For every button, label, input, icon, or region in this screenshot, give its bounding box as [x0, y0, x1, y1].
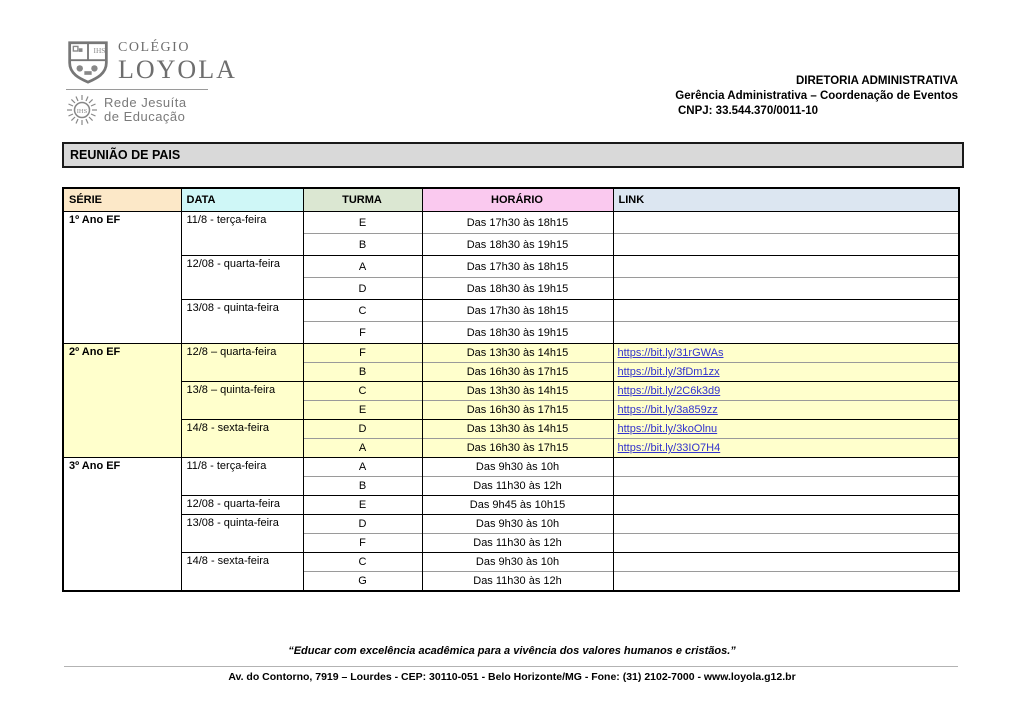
table-row [63, 382, 959, 401]
horario-cell: Das 18h30 às 19h15 [422, 234, 613, 256]
footer-address: Av. do Contorno, 7919 – Lourdes - CEP: 30110-051 - Belo Horizonte/MG - Fone: (31) 2102-7000 - www.loyola.g12.br [228, 671, 796, 683]
col-header-data: DATA [181, 188, 303, 212]
horario-cell: Das 17h30 às 18h15 [422, 212, 613, 234]
svg-text:IHS: IHS [93, 45, 106, 55]
link-cell [613, 420, 959, 439]
school-logo [66, 40, 266, 126]
svg-text:IHS: IHS [76, 108, 88, 115]
table-row [63, 496, 959, 515]
link-cell [613, 212, 959, 234]
turma-cell: A [303, 458, 422, 477]
horario-cell: Das 11h30 às 12h [422, 534, 613, 553]
turma-cell: A [303, 256, 422, 278]
meetings-table [62, 187, 960, 592]
horario-cell: Das 16h30 às 17h15 [422, 401, 613, 420]
logo-loyola-text: LOYOLA [118, 55, 237, 84]
link-cell [613, 572, 959, 591]
horario-cell: Das 18h30 às 19h15 [422, 322, 613, 344]
link-cell [613, 300, 959, 322]
admin-line-cnpj: CNPJ: 33.544.370/0011-10 [677, 105, 818, 117]
link-cell [613, 458, 959, 477]
horario-cell: Das 17h30 às 18h15 [422, 300, 613, 322]
horario-cell: Das 16h30 às 17h15 [422, 363, 613, 382]
horario-cell: Das 9h30 às 10h [422, 458, 613, 477]
turma-cell: E [303, 496, 422, 515]
date-cell: 11/8 - terça-feira [181, 458, 303, 496]
horario-cell: Das 9h30 às 10h [422, 553, 613, 572]
turma-cell: F [303, 322, 422, 344]
meeting-link[interactable]: https://bit.ly/3a859zz [617, 404, 718, 416]
table-row [63, 553, 959, 572]
logo-divider [66, 89, 208, 90]
table-row [63, 420, 959, 439]
logo-network-line1: Rede Jesuíta [104, 94, 187, 110]
meeting-link[interactable]: https://bit.ly/33IO7H4 [617, 442, 721, 454]
turma-cell: C [303, 382, 422, 401]
horario-cell: Das 18h30 às 19h15 [422, 278, 613, 300]
logo-network-line2: de Educação [104, 109, 186, 124]
turma-cell: B [303, 477, 422, 496]
date-cell: 12/8 – quarta-feira [181, 344, 303, 382]
link-cell [613, 344, 959, 363]
turma-cell: D [303, 278, 422, 300]
serie-cell: 3º Ano EF [63, 458, 181, 591]
horario-cell: Das 13h30 às 14h15 [422, 420, 613, 439]
admin-line-diretoria: DIRETORIA ADMINISTRATIVA [795, 75, 958, 87]
turma-cell: A [303, 439, 422, 458]
footer-divider [64, 666, 958, 667]
table-row [63, 212, 959, 234]
turma-cell: E [303, 212, 422, 234]
turma-cell: F [303, 534, 422, 553]
horario-cell: Das 13h30 às 14h15 [422, 382, 613, 401]
horario-cell: Das 16h30 às 17h15 [422, 439, 613, 458]
link-cell [613, 278, 959, 300]
logo-college-text: COLÉGIO [118, 40, 190, 55]
date-cell: 13/08 - quinta-feira [181, 515, 303, 553]
col-header-serie: SÉRIE [63, 188, 181, 212]
serie-cell: 2º Ano EF [63, 344, 181, 458]
turma-cell: E [303, 401, 422, 420]
shield-icon [66, 40, 110, 84]
link-cell [613, 477, 959, 496]
table-header-row [63, 188, 959, 212]
footer-quote: “Educar com excelência acadêmica para a vivência dos valores humanos e cristãos.” [288, 645, 736, 657]
meeting-link[interactable]: https://bit.ly/3fDm1zx [617, 366, 720, 378]
turma-cell: C [303, 553, 422, 572]
horario-cell: Das 9h45 às 10h15 [422, 496, 613, 515]
link-cell [613, 401, 959, 420]
link-cell [613, 496, 959, 515]
link-cell [613, 322, 959, 344]
link-cell [613, 256, 959, 278]
jesuit-sun-icon [66, 94, 98, 126]
horario-cell: Das 11h30 às 12h [422, 572, 613, 591]
link-cell [613, 234, 959, 256]
table-row [63, 515, 959, 534]
page-title: REUNIÃO DE PAIS [62, 142, 964, 168]
turma-cell: D [303, 420, 422, 439]
admin-header [675, 74, 958, 119]
horario-cell: Das 13h30 às 14h15 [422, 344, 613, 363]
admin-line-gerencia: Gerência Administrativa – Coordenação de Eventos [675, 90, 958, 102]
turma-cell: B [303, 234, 422, 256]
turma-cell: D [303, 515, 422, 534]
table-row [63, 458, 959, 477]
table-row [63, 344, 959, 363]
horario-cell: Das 9h30 às 10h [422, 515, 613, 534]
table-row [63, 256, 959, 278]
link-cell [613, 439, 959, 458]
horario-cell: Das 11h30 às 12h [422, 477, 613, 496]
turma-cell: B [303, 363, 422, 382]
meeting-link[interactable]: https://bit.ly/2C6k3d9 [617, 385, 721, 397]
col-header-turma: TURMA [303, 188, 422, 212]
date-cell: 12/08 - quarta-feira [181, 496, 303, 515]
table-row [63, 300, 959, 322]
date-cell: 12/08 - quarta-feira [181, 256, 303, 300]
date-cell: 13/08 - quinta-feira [181, 300, 303, 344]
turma-cell: G [303, 572, 422, 591]
horario-cell: Das 17h30 às 18h15 [422, 256, 613, 278]
date-cell: 13/8 – quinta-feira [181, 382, 303, 420]
meeting-link[interactable]: https://bit.ly/3koOlnu [617, 423, 718, 435]
col-header-link: LINK [613, 188, 959, 212]
col-header-horario: HORÁRIO [422, 188, 613, 212]
turma-cell: F [303, 344, 422, 363]
date-cell: 14/8 - sexta-feira [181, 553, 303, 591]
link-cell [613, 553, 959, 572]
link-cell [613, 534, 959, 553]
turma-cell: C [303, 300, 422, 322]
date-cell: 11/8 - terça-feira [181, 212, 303, 256]
meeting-link[interactable]: https://bit.ly/31rGWAs [617, 347, 724, 359]
serie-cell: 1º Ano EF [63, 212, 181, 344]
link-cell [613, 515, 959, 534]
link-cell [613, 382, 959, 401]
link-cell [613, 363, 959, 382]
date-cell: 14/8 - sexta-feira [181, 420, 303, 458]
